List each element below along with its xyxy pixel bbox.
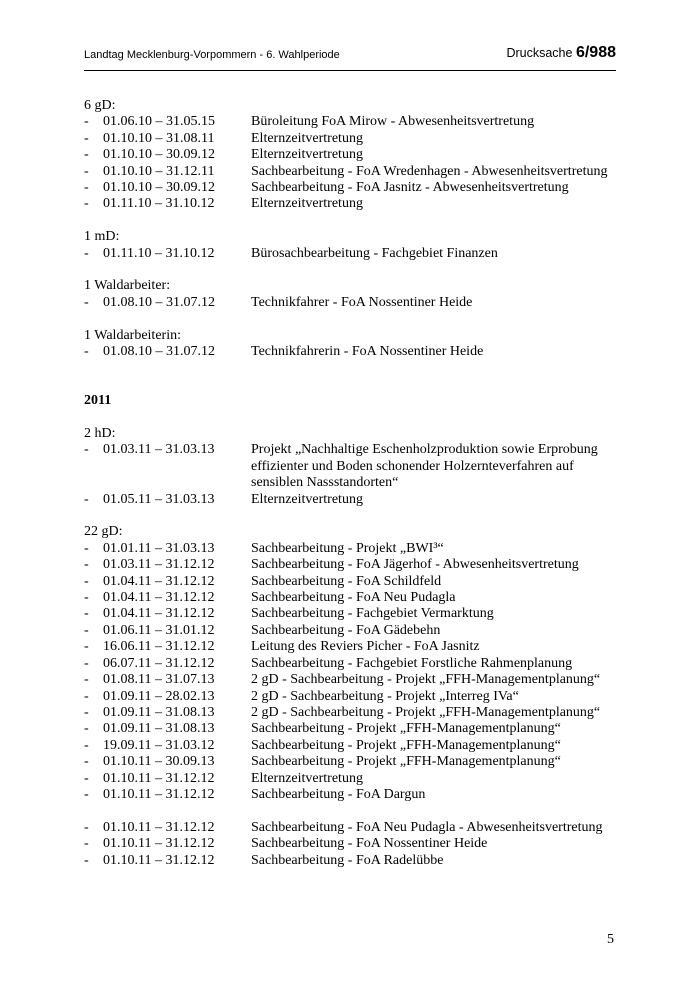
item-description: Sachbearbeitung - FoA Schildfeld xyxy=(251,573,442,589)
section-heading: 22 gD: xyxy=(84,524,123,540)
spacer xyxy=(84,508,624,524)
item-date-range: 01.06.10 – 31.05.15 xyxy=(103,114,215,130)
item-dash: - xyxy=(84,245,89,261)
list-item xyxy=(84,442,624,491)
item-dash: - xyxy=(84,573,89,589)
item-date-range: 01.10.10 – 31.08.11 xyxy=(103,130,215,146)
item-description: Leitung des Reviers Picher - FoA Jasnitz xyxy=(251,639,480,655)
spacer xyxy=(84,311,624,327)
list-item xyxy=(84,147,624,163)
list-item xyxy=(84,574,624,590)
item-description: Sachbearbeitung - FoA Dargun xyxy=(251,786,426,802)
item-date-range: 16.06.11 – 31.12.12 xyxy=(103,639,215,655)
item-description: Technikfahrerin - FoA Nossentiner Heide xyxy=(251,344,484,360)
item-description: Elternzeitvertretung xyxy=(251,130,363,146)
item-date-range: 01.04.11 – 31.12.12 xyxy=(103,573,215,589)
list-item xyxy=(84,771,624,787)
item-date-range: 01.10.10 – 31.12.11 xyxy=(103,163,215,179)
section-6-gd xyxy=(84,98,624,213)
header-parliament-title: Landtag Mecklenburg-Vorpommern - 6. Wahlperiode xyxy=(84,49,340,61)
spacer xyxy=(84,803,624,819)
item-date-range: 01.03.11 – 31.03.13 xyxy=(103,442,215,458)
header-document-id xyxy=(506,44,616,62)
item-dash: - xyxy=(84,540,89,556)
section-heading: 2 hD: xyxy=(84,426,116,442)
item-description: Elternzeitvertretung xyxy=(251,770,363,786)
item-date-range: 01.08.11 – 31.07.13 xyxy=(103,672,215,688)
item-description: Sachbearbeitung - Projekt „BWI³“ xyxy=(251,540,444,556)
item-date-range: 01.10.11 – 31.12.12 xyxy=(103,836,215,852)
spacer xyxy=(84,377,624,393)
list-item xyxy=(84,131,624,147)
list-item xyxy=(84,787,624,803)
item-date-range: 06.07.11 – 31.12.12 xyxy=(103,655,215,671)
item-description: Sachbearbeitung - FoA Neu Pudagla - Abwesenheitsvertretung xyxy=(251,819,603,835)
section-heading: 6 gD: xyxy=(84,98,116,113)
item-date-range: 01.05.11 – 31.03.13 xyxy=(103,491,215,507)
list-item xyxy=(84,754,624,770)
item-dash: - xyxy=(84,590,89,606)
item-date-range: 01.10.11 – 31.12.12 xyxy=(103,852,215,868)
item-dash: - xyxy=(84,180,89,196)
item-dash: - xyxy=(84,622,89,638)
item-dash: - xyxy=(84,442,89,458)
item-description: Büroleitung FoA Mirow - Abwesenheitsvertretung xyxy=(251,114,535,130)
item-date-range: 01.08.10 – 31.07.12 xyxy=(103,294,215,310)
section-1-md xyxy=(84,229,624,262)
list-item xyxy=(84,672,624,688)
item-description: Sachbearbeitung - FoA Radelübbe xyxy=(251,852,444,868)
item-description: Sachbearbeitung - FoA Nossentiner Heide xyxy=(251,836,488,852)
item-description: 2 gD - Sachbearbeitung - Projekt „Interreg IVa“ xyxy=(251,688,519,704)
item-dash: - xyxy=(84,294,89,310)
section-22-gd-continued xyxy=(84,820,624,869)
item-dash: - xyxy=(84,786,89,802)
item-date-range: 01.06.11 – 31.01.12 xyxy=(103,622,215,638)
section-waldarbeiterin xyxy=(84,328,624,361)
list-item xyxy=(84,590,624,606)
item-dash: - xyxy=(84,721,89,737)
item-description: Elternzeitvertretung xyxy=(251,196,363,212)
item-dash: - xyxy=(84,130,89,146)
section-22-gd xyxy=(84,524,624,803)
list-item xyxy=(84,738,624,754)
spacer xyxy=(84,410,624,426)
item-date-range: 01.08.10 – 31.07.12 xyxy=(103,344,215,360)
list-item xyxy=(84,114,624,130)
list-item xyxy=(84,705,624,721)
item-description: Sachbearbeitung - Projekt „FFH-Managementplanung“ xyxy=(251,754,561,770)
section-heading: 1 Waldarbeiterin: xyxy=(84,327,181,343)
section-2-hd xyxy=(84,426,624,508)
list-item xyxy=(84,853,624,869)
item-description: Sachbearbeitung - FoA Gädebehn xyxy=(251,622,441,638)
item-dash: - xyxy=(84,114,89,130)
item-dash: - xyxy=(84,672,89,688)
header-document-label: Drucksache xyxy=(506,46,573,60)
list-item xyxy=(84,196,624,212)
page-header xyxy=(84,44,616,70)
item-description: 2 gD - Sachbearbeitung - Projekt „FFH-Managementplanung“ xyxy=(251,704,601,720)
item-description: Elternzeitvertretung xyxy=(251,147,363,163)
item-description: Sachbearbeitung - Fachgebiet Forstliche Rahmenplanung xyxy=(251,655,573,671)
item-dash: - xyxy=(84,344,89,360)
item-description: Sachbearbeitung - FoA Jasnitz - Abwesenheitsvertretung xyxy=(251,180,569,196)
item-dash: - xyxy=(84,836,89,852)
list-item xyxy=(84,295,624,311)
item-dash: - xyxy=(84,196,89,212)
item-date-range: 01.04.11 – 31.12.12 xyxy=(103,590,215,606)
item-date-range: 01.10.11 – 31.12.12 xyxy=(103,786,215,802)
list-item xyxy=(84,557,624,573)
item-date-range: 01.03.11 – 31.12.12 xyxy=(103,557,215,573)
item-date-range: 01.10.10 – 30.09.12 xyxy=(103,180,215,196)
list-item xyxy=(84,689,624,705)
item-date-range: 01.11.10 – 31.10.12 xyxy=(103,245,215,261)
item-date-range: 19.09.11 – 31.03.12 xyxy=(103,737,215,753)
item-date-range: 01.04.11 – 31.12.12 xyxy=(103,606,215,622)
list-item xyxy=(84,820,624,836)
item-dash: - xyxy=(84,557,89,573)
section-heading: 1 Waldarbeiter: xyxy=(84,278,171,294)
list-item xyxy=(84,606,624,622)
item-dash: - xyxy=(84,491,89,507)
list-item xyxy=(84,639,624,655)
list-item xyxy=(84,656,624,672)
list-item xyxy=(84,344,624,360)
item-description: Sachbearbeitung - FoA Neu Pudagla xyxy=(251,590,456,606)
document-body xyxy=(84,98,624,869)
item-dash: - xyxy=(84,819,89,835)
list-item xyxy=(84,164,624,180)
spacer xyxy=(84,262,624,278)
item-description: Sachbearbeitung - Projekt „FFH-Managementplanung“ xyxy=(251,721,561,737)
item-description: Sachbearbeitung - Fachgebiet Vermarktung xyxy=(251,606,494,622)
item-description: Technikfahrer - FoA Nossentiner Heide xyxy=(251,294,473,310)
year-heading: 2011 xyxy=(84,393,112,409)
item-description: Sachbearbeitung - FoA Jägerhof - Abwesenheitsvertretung xyxy=(251,557,579,573)
list-item xyxy=(84,492,624,508)
item-dash: - xyxy=(84,606,89,622)
item-dash: - xyxy=(84,639,89,655)
item-dash: - xyxy=(84,770,89,786)
item-date-range: 01.01.11 – 31.03.13 xyxy=(103,540,215,556)
spacer xyxy=(84,360,624,376)
item-dash: - xyxy=(84,688,89,704)
item-description: Elternzeitvertretung xyxy=(251,491,363,507)
item-date-range: 01.10.11 – 31.12.12 xyxy=(103,770,215,786)
item-date-range: 01.10.11 – 30.09.13 xyxy=(103,754,215,770)
item-dash: - xyxy=(84,704,89,720)
list-item xyxy=(84,721,624,737)
section-heading: 1 mD: xyxy=(84,229,120,245)
item-date-range: 01.10.10 – 30.09.12 xyxy=(103,147,215,163)
item-dash: - xyxy=(84,163,89,179)
item-dash: - xyxy=(84,852,89,868)
item-dash: - xyxy=(84,737,89,753)
item-date-range: 01.09.11 – 31.08.13 xyxy=(103,704,215,720)
list-item xyxy=(84,623,624,639)
section-waldarbeiter xyxy=(84,278,624,311)
list-item xyxy=(84,246,624,262)
item-description: 2 gD - Sachbearbeitung - Projekt „FFH-Managementplanung“ xyxy=(251,672,601,688)
item-dash: - xyxy=(84,754,89,770)
item-date-range: 01.09.11 – 28.02.13 xyxy=(103,688,215,704)
list-item xyxy=(84,541,624,557)
spacer xyxy=(84,213,624,229)
item-description: Projekt „Nachhaltige Eschenholzproduktion sowie Erprobung effizienter und Boden schonender Holzernteverfahren auf sensiblen Nassstandorten“ xyxy=(251,442,598,491)
page-number: 5 xyxy=(607,932,614,947)
item-description: Sachbearbeitung - Projekt „FFH-Managementplanung“ xyxy=(251,737,561,753)
item-date-range: 01.11.10 – 31.10.12 xyxy=(103,196,215,212)
item-dash: - xyxy=(84,655,89,671)
item-date-range: 01.10.11 – 31.12.12 xyxy=(103,819,215,835)
item-dash: - xyxy=(84,147,89,163)
item-description: Sachbearbeitung - FoA Wredenhagen - Abwesenheitsvertretung xyxy=(251,163,608,179)
list-item xyxy=(84,836,624,852)
list-item xyxy=(84,180,624,196)
header-divider xyxy=(84,70,616,71)
header-document-number: 6/988 xyxy=(575,44,616,61)
item-description: Bürosachbearbeitung - Fachgebiet Finanzen xyxy=(251,245,498,261)
item-date-range: 01.09.11 – 31.08.13 xyxy=(103,721,215,737)
